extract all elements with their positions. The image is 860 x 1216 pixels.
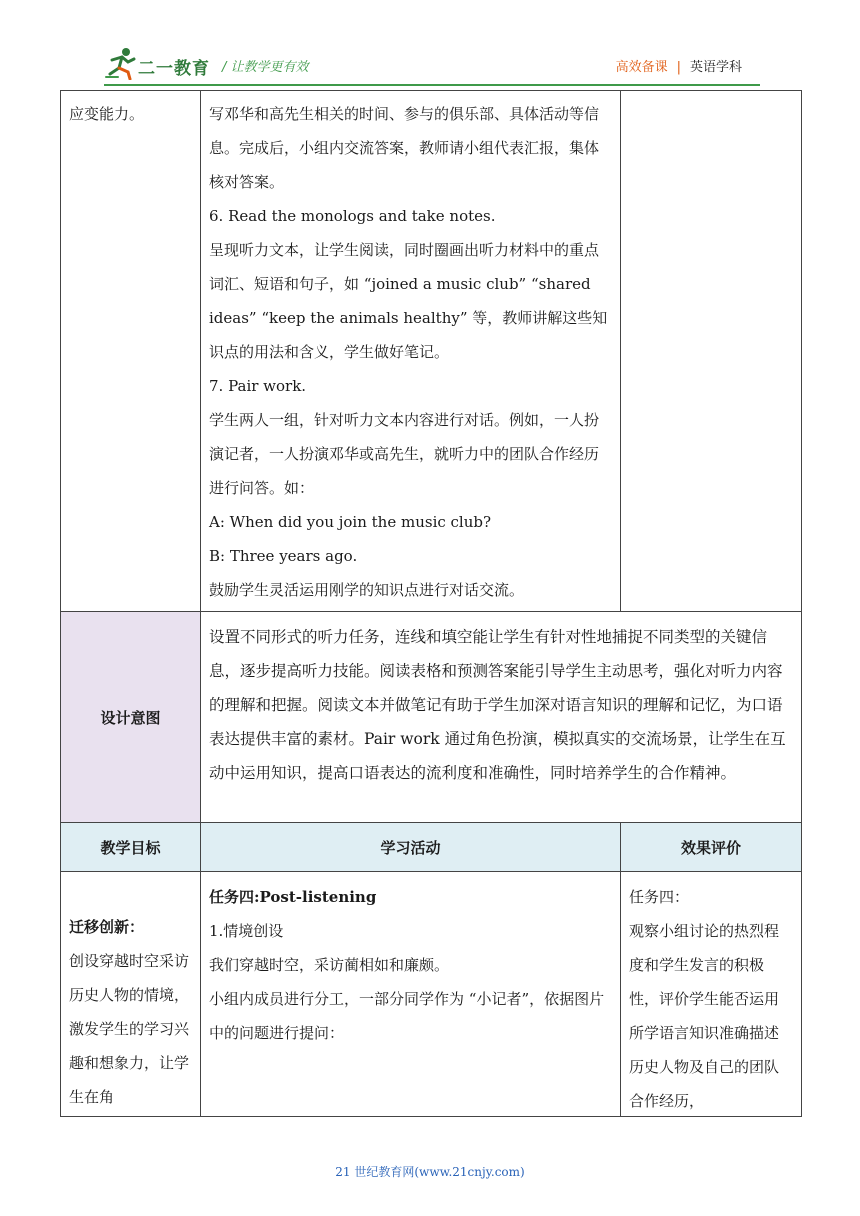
activity-paragraph: 鼓励学生灵活运用刚学的知识点进行对话交流。 — [209, 581, 525, 599]
activity-paragraph: 学生两人一组，针对听力文本内容进行对话。例如，一人扮演记者，一人扮演邓华或高先生，就听力中的团队合作经历进行问答。如： — [209, 411, 600, 497]
table-row — [61, 872, 802, 1117]
tag-subject: 英语学科 — [689, 60, 742, 75]
evaluation-text — [621, 91, 801, 101]
subject-tag — [616, 56, 742, 75]
task-title: 任务四:Post-listening — [209, 888, 377, 906]
tag-separator: | — [676, 60, 681, 75]
activity-paragraph: 小组内成员进行分工，一部分同学作为 “小记者”，依据图片中的问题进行提问： — [209, 990, 605, 1042]
design-intent-text: 设置不同形式的听力任务，连线和填空能让学生有针对性地捕捉不同类型的关键信息，逐步提高听力技能。阅读表格和预测答案能引导学生主动思考，强化对听力内容的理解和把握。阅读文本并做笔记有助于学生加深对语言知识的理解和记忆，为口语表达提供丰富的素材。Pair work 通过角色扮演，模拟真实的交流场景，让学生在互动中运用知识，提高口语表达的流利度和准确性，同时培养学生的合作精神。 — [209, 628, 786, 782]
goal-text: 应变能力。 — [69, 105, 145, 123]
goal-cell — [61, 872, 201, 1117]
goal-cell — [61, 91, 201, 612]
activity-paragraph: 我们穿越时空，采访蔺相如和廉颇。 — [209, 956, 450, 974]
activity-paragraph: 呈现听力文本，让学生阅读，同时圈画出听力材料中的重点词汇、短语和句子，如 “joined a music club” “shared ideas” “keep the animals healthy” 等，教师讲解这些知识点的用法和含义，学生做好笔记。 — [209, 241, 608, 361]
design-intent-cell — [201, 612, 802, 823]
goal-title: 迁移创新： — [69, 918, 145, 936]
table-row — [61, 91, 802, 612]
header-divider — [104, 84, 760, 86]
column-header-evaluation: 效果评价 — [621, 823, 802, 872]
table-header-row — [61, 823, 802, 872]
page-footer: 21 世纪教育网(www.21cnjy.com) — [335, 1165, 525, 1179]
table-row — [61, 612, 802, 823]
lesson-plan-table — [60, 90, 802, 1117]
evaluation-title: 任务四： — [629, 888, 690, 906]
logo-text: 二一教育 — [138, 59, 210, 79]
column-header-goal: 教学目标 — [61, 823, 201, 872]
page-header — [0, 0, 860, 90]
dialogue-line: A: When did you join the music club? — [209, 513, 492, 531]
activity-paragraph: 写邓华和高先生相关的时间、参与的俱乐部、具体活动等信息。完成后，小组内交流答案，教师请小组代表汇报，集体核对答案。 — [209, 105, 600, 191]
tag-efficient-prep: 高效备课 — [615, 60, 668, 75]
evaluation-cell — [621, 872, 802, 1117]
goal-text: 创设穿越时空采访历史人物的情境，激发学生的学习兴趣和想象力，让学生在角 — [69, 952, 190, 1106]
evaluation-text: 观察小组讨论的热烈程度和学生发言的积极性，评价学生能否运用所学语言知识准确描述历史人物及自己的团队合作经历， — [629, 922, 780, 1110]
activity-cell — [201, 91, 621, 612]
runner-logo-icon — [104, 46, 138, 80]
logo — [104, 44, 214, 84]
activity-step-title: 6. Read the monologs and take notes. — [209, 207, 496, 225]
slogan: / 让教学更有效 — [222, 60, 309, 75]
dialogue-line: B: Three years ago. — [209, 547, 358, 565]
column-header-activity: 学习活动 — [201, 823, 621, 872]
design-intent-label: 设计意图 — [61, 612, 201, 823]
activity-step-title: 1.情境创设 — [209, 922, 284, 940]
evaluation-cell — [621, 91, 802, 612]
activity-step-title: 7. Pair work. — [209, 377, 307, 395]
activity-cell — [201, 872, 621, 1117]
